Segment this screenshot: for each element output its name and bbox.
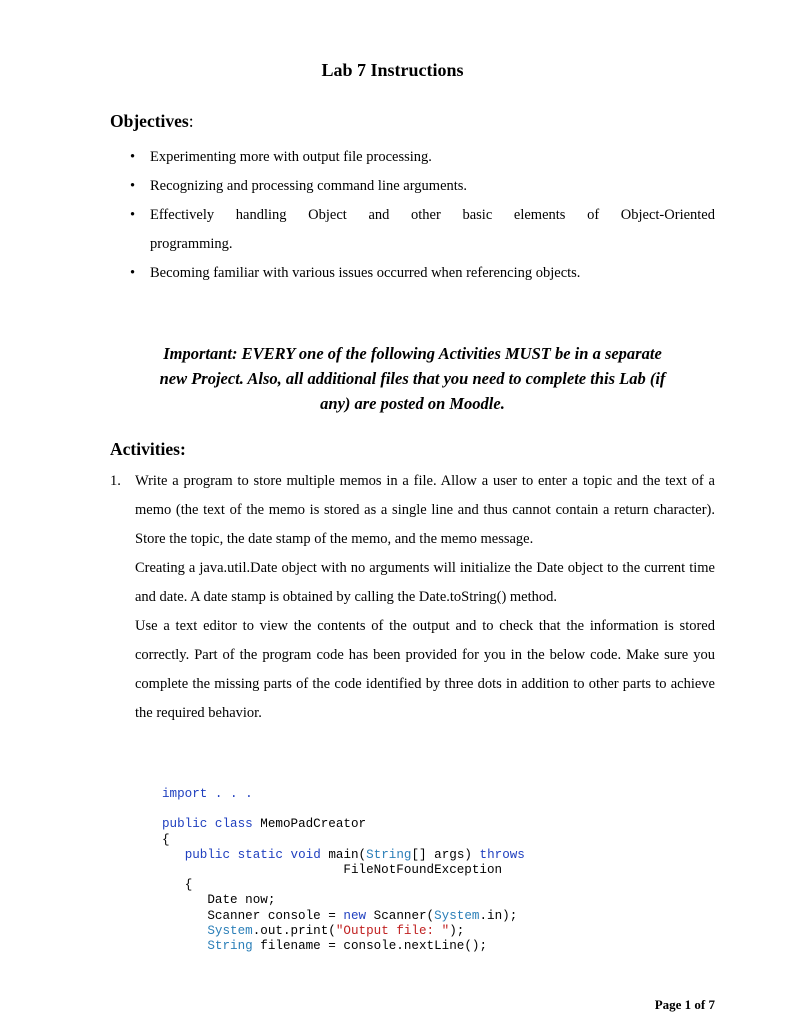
- important-notice: [110, 341, 715, 416]
- objective-text: Effectively handling Object and other basic elements of Object-Oriented: [150, 207, 715, 223]
- code-text: Date now;: [207, 893, 276, 908]
- objective-text-continued: programming.: [150, 236, 233, 252]
- code-text: .in);: [479, 908, 518, 923]
- objective-text: Becoming familiar with various issues occurred when referencing objects.: [150, 265, 581, 281]
- code-keyword: static: [237, 847, 283, 862]
- page-number: Page 1 of 7: [654, 997, 715, 1012]
- objectives-heading-text: Objectives: [110, 111, 189, 131]
- objective-text: Experimenting more with output file processing.: [150, 149, 432, 165]
- objective-text: Recognizing and processing command line arguments.: [150, 178, 468, 194]
- bullet-icon: •: [130, 178, 136, 194]
- code-text: .out.print(: [252, 923, 336, 938]
- code-text: Scanner(: [366, 908, 435, 923]
- code-keyword: public: [184, 847, 231, 862]
- bullet-icon: •: [130, 149, 136, 165]
- code-listing: [162, 787, 525, 954]
- important-line: new Project. Also, all additional files that you need to complete this Lab (if: [159, 369, 666, 388]
- objective-item: [130, 172, 715, 201]
- objective-item: [130, 201, 715, 259]
- code-keyword: class: [214, 817, 253, 832]
- code-text: );: [449, 923, 465, 938]
- code-keyword: import: [162, 787, 208, 801]
- code-keyword: throws: [479, 847, 525, 862]
- code-text: main(: [320, 847, 367, 862]
- code-type: String: [207, 939, 253, 954]
- code-type: System: [207, 923, 253, 938]
- objectives-list: [130, 143, 715, 288]
- document-title: Lab 7 Instructions: [321, 60, 464, 80]
- code-string: "Output file: ": [335, 923, 450, 938]
- activity-paragraph: Use a text editor to view the contents of the output and to check that the information is stored correctly. Part of the program code has been provided for you in the below code. Make sure you complete the missing parts of the code identified by three dots in addition to other parts to achieve the required behavior.: [135, 618, 715, 721]
- code-brace: {: [162, 832, 170, 847]
- objectives-heading: [110, 111, 194, 132]
- objective-item: [130, 143, 715, 172]
- activities-heading: Activities:: [110, 439, 186, 459]
- activity-number: 1.: [110, 473, 121, 489]
- code-brace: {: [184, 878, 193, 893]
- objective-item: [130, 259, 715, 288]
- code-text: . . .: [207, 787, 253, 801]
- important-line: any) are posted on Moodle.: [320, 394, 505, 413]
- objectives-heading-colon: :: [188, 111, 194, 131]
- code-keyword: new: [343, 908, 367, 923]
- bullet-icon: •: [130, 207, 136, 223]
- code-type: System: [434, 908, 480, 923]
- bullet-icon: •: [130, 265, 136, 281]
- code-text: MemoPadCreator: [252, 817, 367, 832]
- code-text: Scanner console =: [207, 908, 344, 923]
- important-line: Important: EVERY one of the following Activities MUST be in a separate: [163, 344, 662, 363]
- code-text: FileNotFoundException: [343, 863, 503, 878]
- code-text: filename = console.nextLine();: [252, 939, 488, 954]
- code-type: String: [366, 847, 412, 862]
- activity-item: [110, 467, 715, 728]
- activity-body: [135, 467, 715, 728]
- code-keyword: void: [290, 847, 321, 862]
- code-text: [] args): [411, 847, 480, 862]
- code-keyword: public: [162, 817, 208, 832]
- activity-paragraph: Creating a java.util.Date object with no arguments will initialize the Date object to the current time and date. A date stamp is obtained by calling the Date.toString() method.: [135, 560, 715, 605]
- activity-paragraph: Write a program to store multiple memos in a file. Allow a user to enter a topic and the text of a memo (the text of the memo is stored as a single line and thus cannot contain a return character). Store the topic, the date stamp of the memo, and the memo message.: [135, 473, 715, 547]
